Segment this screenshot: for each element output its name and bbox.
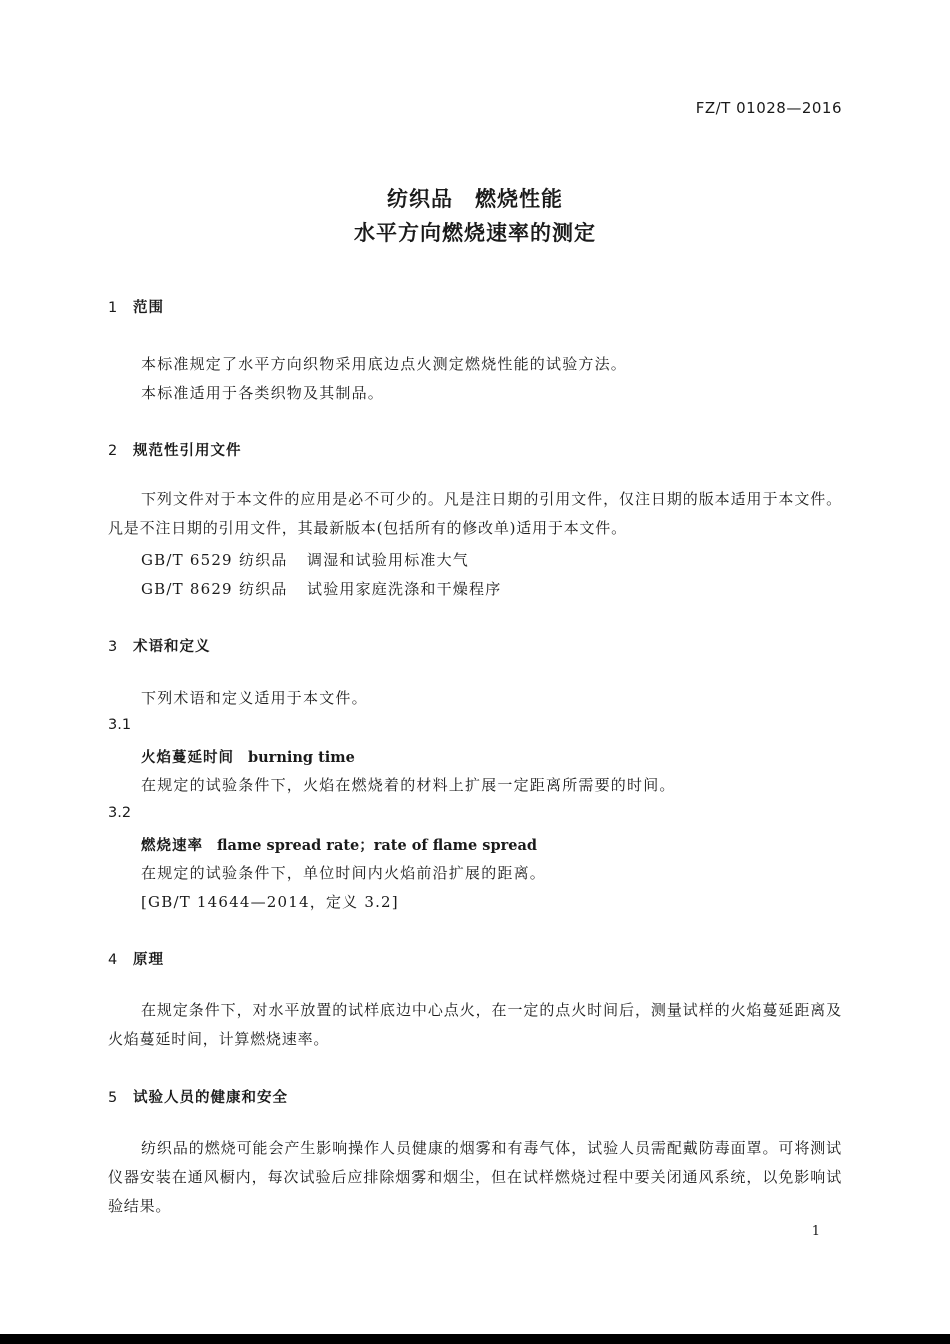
section-2-heading — [108, 439, 242, 460]
section-4-paragraph: 在规定条件下，对水平放置的试样底边中心点火，在一定的点火时间后，测量试样的火焰蔓延距离及火焰蔓延时间，计算燃烧速率。 — [108, 1001, 842, 1048]
section-1-paragraph-1: 本标准规定了水平方向织物采用底边点火测定燃烧性能的试验方法。 — [141, 355, 628, 373]
term-source: [GB/T 14644—2014，定义 3.2] — [141, 893, 399, 911]
section-number: 4 — [108, 952, 119, 968]
section-4-heading — [108, 948, 164, 969]
term-zh: 火焰蔓延时间 — [141, 750, 234, 766]
reference-desc: 调湿和试验用标准大气 — [307, 551, 470, 569]
term-number: 3.1 — [108, 717, 132, 733]
section-title: 试验人员的健康和安全 — [133, 1090, 288, 1106]
section-1-heading — [108, 296, 164, 317]
term-number: 3.2 — [108, 805, 132, 821]
section-2-intro: 下列文件对于本文件的应用是必不可少的。凡是注日期的引用文件，仅注日期的版本适用于本文件。凡是不注日期的引用文件，其最新版本(包括所有的修改单)适用于本文件。 — [108, 490, 842, 537]
reference-name: 纺织品 — [239, 551, 288, 569]
term-heading — [141, 834, 537, 855]
page-number: 1 — [811, 1224, 820, 1239]
reference-desc: 试验用家庭洗涤和干燥程序 — [307, 580, 502, 598]
reference-code: GB/T 8629 — [141, 580, 233, 598]
section-number: 3 — [108, 639, 119, 655]
section-title: 术语和定义 — [133, 639, 211, 655]
term-definition: 在规定的试验条件下，单位时间内火焰前沿扩展的距离。 — [141, 864, 547, 882]
term-zh: 燃烧速率 — [141, 838, 203, 854]
term-en: burning time — [248, 749, 355, 766]
section-title: 规范性引用文件 — [133, 443, 242, 459]
bottom-border — [0, 1334, 950, 1344]
document-number: FZ/T 01028—2016 — [695, 99, 842, 117]
reference-name: 纺织品 — [239, 580, 288, 598]
title-line-2: 水平方向燃烧速率的测定 — [354, 221, 596, 245]
reference-code: GB/T 6529 — [141, 551, 233, 569]
section-5-heading — [108, 1086, 288, 1107]
term-definition: 在规定的试验条件下，火焰在燃烧着的材料上扩展一定距离所需要的时间。 — [141, 776, 676, 794]
reference-item — [141, 578, 501, 599]
section-number: 5 — [108, 1090, 119, 1106]
section-5-paragraph: 纺织品的燃烧可能会产生影响操作人员健康的烟雾和有毒气体，试验人员需配戴防毒面罩。可将测试仪器安装在通风橱内，每次试验后应排除烟雾和烟尘，但在试样燃烧过程中要关闭通风系统，以免影响试验结果。 — [108, 1139, 842, 1215]
reference-item — [141, 549, 469, 570]
section-number: 2 — [108, 443, 119, 459]
section-title: 原理 — [133, 952, 164, 968]
section-1-paragraph-2: 本标准适用于各类织物及其制品。 — [141, 384, 385, 402]
section-title: 范围 — [133, 300, 164, 316]
term-en: flame spread rate；rate of flame spread — [217, 837, 537, 854]
section-3-intro: 下列术语和定义适用于本文件。 — [141, 689, 368, 707]
term-heading — [141, 746, 355, 767]
title-line-1: 纺织品 燃烧性能 — [387, 187, 563, 211]
section-3-heading — [108, 635, 211, 656]
section-number: 1 — [108, 300, 119, 316]
